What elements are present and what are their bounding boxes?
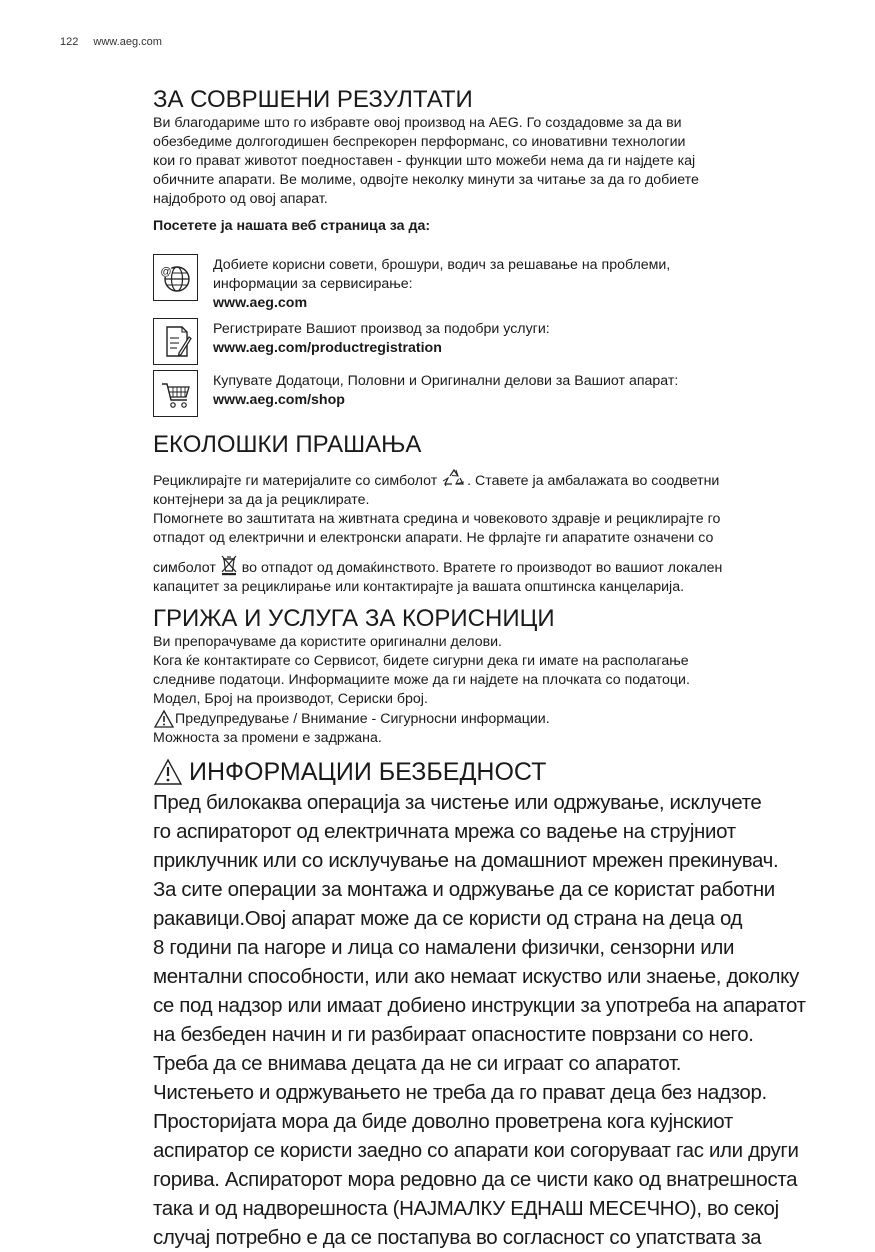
- globe-at-icon: [153, 254, 198, 301]
- page-content: [153, 86, 843, 1252]
- eco-text: отпадот од електрични и електронски апарати. Не фрлајте ги апаратите означени со: [153, 530, 714, 546]
- safety-line: За сите операции за монтажа и одржување да се користат работни: [153, 878, 775, 901]
- safety-line: Пред билокаква операција за чистење или одржување, исклучете: [153, 791, 762, 814]
- eco-text: капацитет за рециклирање или контактирајте ја вашата општинска канцеларија.: [153, 579, 685, 595]
- intro-line: кои го прават животот поедноставен - функции што можеби нема да ги најдете кај: [153, 153, 696, 169]
- service-text: Регистрирате Вашиот производ за подобри услуги:: [213, 321, 550, 337]
- eco-text: во отпадот од домаќинството. Вратете го производот во вашиот локален: [241, 560, 723, 576]
- care-line: Кога ќе контактирате со Сервисот, бидете сигурни дека ги имате на располагање: [153, 653, 689, 669]
- safety-line: Чистењето и одржувањето не треба да го прават деца без надзор.: [153, 1081, 767, 1104]
- safety-line: Треба да се внимава децата да не си играат со апаратот.: [153, 1052, 682, 1075]
- warning-triangle-icon: [153, 709, 175, 729]
- safety-line: приклучник или со исклучување на домашниот мрежен прекинувач.: [153, 849, 779, 872]
- safety-line: на безбеден начин и ги разбираат опасностите поврзани со него.: [153, 1023, 754, 1046]
- service-item-support: [153, 254, 843, 313]
- care-paragraph: [153, 633, 843, 748]
- safety-line: го аспираторот од електричната мрежа со вадење на струјниот: [153, 820, 736, 843]
- eco-text: . Ставете ја амбалажата во соодветни: [467, 473, 720, 489]
- header-website: www.aeg.com: [93, 36, 162, 48]
- page-number: 122: [60, 36, 79, 48]
- service-item-shop: [153, 370, 843, 417]
- care-line: Модел, Број на производот, Сериски број.: [153, 691, 428, 707]
- safety-line: случај потребно е да се постапува во согласност со упатствата за: [153, 1226, 762, 1249]
- safety-line: ментални способности, или ако немаат искуство или знаење, доколку: [153, 965, 799, 988]
- intro-title: ЗА СОВРШЕНИ РЕЗУЛТАТИ: [153, 86, 473, 113]
- care-warning-text: Предупредување / Внимание - Сигурносни информации.: [175, 710, 550, 727]
- safety-heading: [153, 758, 843, 786]
- eco-title: ЕКОЛОШКИ ПРАШАЊА: [153, 431, 422, 458]
- service-text: информации за сервисирање:: [213, 276, 413, 292]
- service-link-shop[interactable]: www.aeg.com/shop: [213, 392, 345, 408]
- service-link-website[interactable]: www.aeg.com: [213, 295, 308, 311]
- intro-line: обезбедиме долгогодишен беспрекорен перформанс, со иновативни технологии: [153, 134, 686, 150]
- services-list: [153, 254, 843, 417]
- crossed-bin-icon: [220, 554, 238, 576]
- svg-text:@: @: [159, 265, 172, 278]
- safety-line: се под надзор или имаат добиено инструкции за употреба на апаратот: [153, 994, 806, 1017]
- safety-line: ракавици.Овој апарат може да се користи од страна на деца од: [153, 907, 743, 930]
- safety-line: 8 години па нагоре и лица со намалени физички, сензорни или: [153, 936, 735, 959]
- safety-line: аспиратор се користи заедно со апарати кои согоруваат гас или други: [153, 1139, 799, 1162]
- service-item-registration: [153, 318, 843, 365]
- care-note: Можноста за промени е задржана.: [153, 730, 382, 746]
- intro-paragraph: [153, 114, 843, 209]
- eco-text: контејнери за да ја рециклирате.: [153, 492, 370, 508]
- care-title: ГРИЖА И УСЛУГА ЗА КОРИСНИЦИ: [153, 605, 555, 632]
- eco-paragraph: [153, 467, 843, 597]
- shopping-cart-icon: [153, 370, 198, 417]
- warning-triangle-icon: [153, 758, 183, 786]
- safety-title: ИНФОРМАЦИИ БЕЗБЕДНОСТ: [189, 758, 547, 786]
- care-line: следниве податоци. Информациите може да ги најдете на плочката со податоци.: [153, 672, 690, 688]
- service-link-registration[interactable]: www.aeg.com/productregistration: [213, 340, 442, 356]
- intro-line: обичните апарати. Ве молиме, одвојте неколку минути за читање за да го добиете: [153, 172, 699, 188]
- safety-line: така и од надворешноста (НАЈМАЛКУ ЕДНАШ МЕСЕЧНО), во секој: [153, 1197, 779, 1220]
- service-text: Купувате Додатоци, Половни и Оригинални делови за Вашиот апарат:: [213, 373, 679, 389]
- service-text: Добиете корисни совети, брошури, водич за решавање на проблеми,: [213, 257, 671, 273]
- safety-line: горива. Аспираторот мора редовно да се чисти како од внатрешноста: [153, 1168, 798, 1191]
- recycle-icon: [441, 467, 467, 489]
- care-line: Ви препорачуваме да користите оригинални делови.: [153, 634, 502, 650]
- intro-line: најдоброто од овој апарат.: [153, 191, 328, 207]
- registration-form-icon: [153, 318, 198, 365]
- intro-line: Ви благодариме што го избравте овој производ на AEG. Го создадовме за да ви: [153, 115, 682, 131]
- eco-text: Помогнете во заштитата на живтната средина и човековото здравје и рециклирајте го: [153, 511, 721, 527]
- page-header: [60, 36, 174, 48]
- safety-line: Просторијата мора да биде доволно проветрена кога кујнскиот: [153, 1110, 733, 1133]
- care-warning: [153, 709, 843, 729]
- eco-text: Рециклирајте ги материјалите со симболот: [153, 473, 438, 489]
- visit-label: Посетете ја нашата веб страница за да:: [153, 218, 431, 234]
- eco-text: симболот: [153, 560, 216, 576]
- safety-paragraph: [153, 788, 853, 1252]
